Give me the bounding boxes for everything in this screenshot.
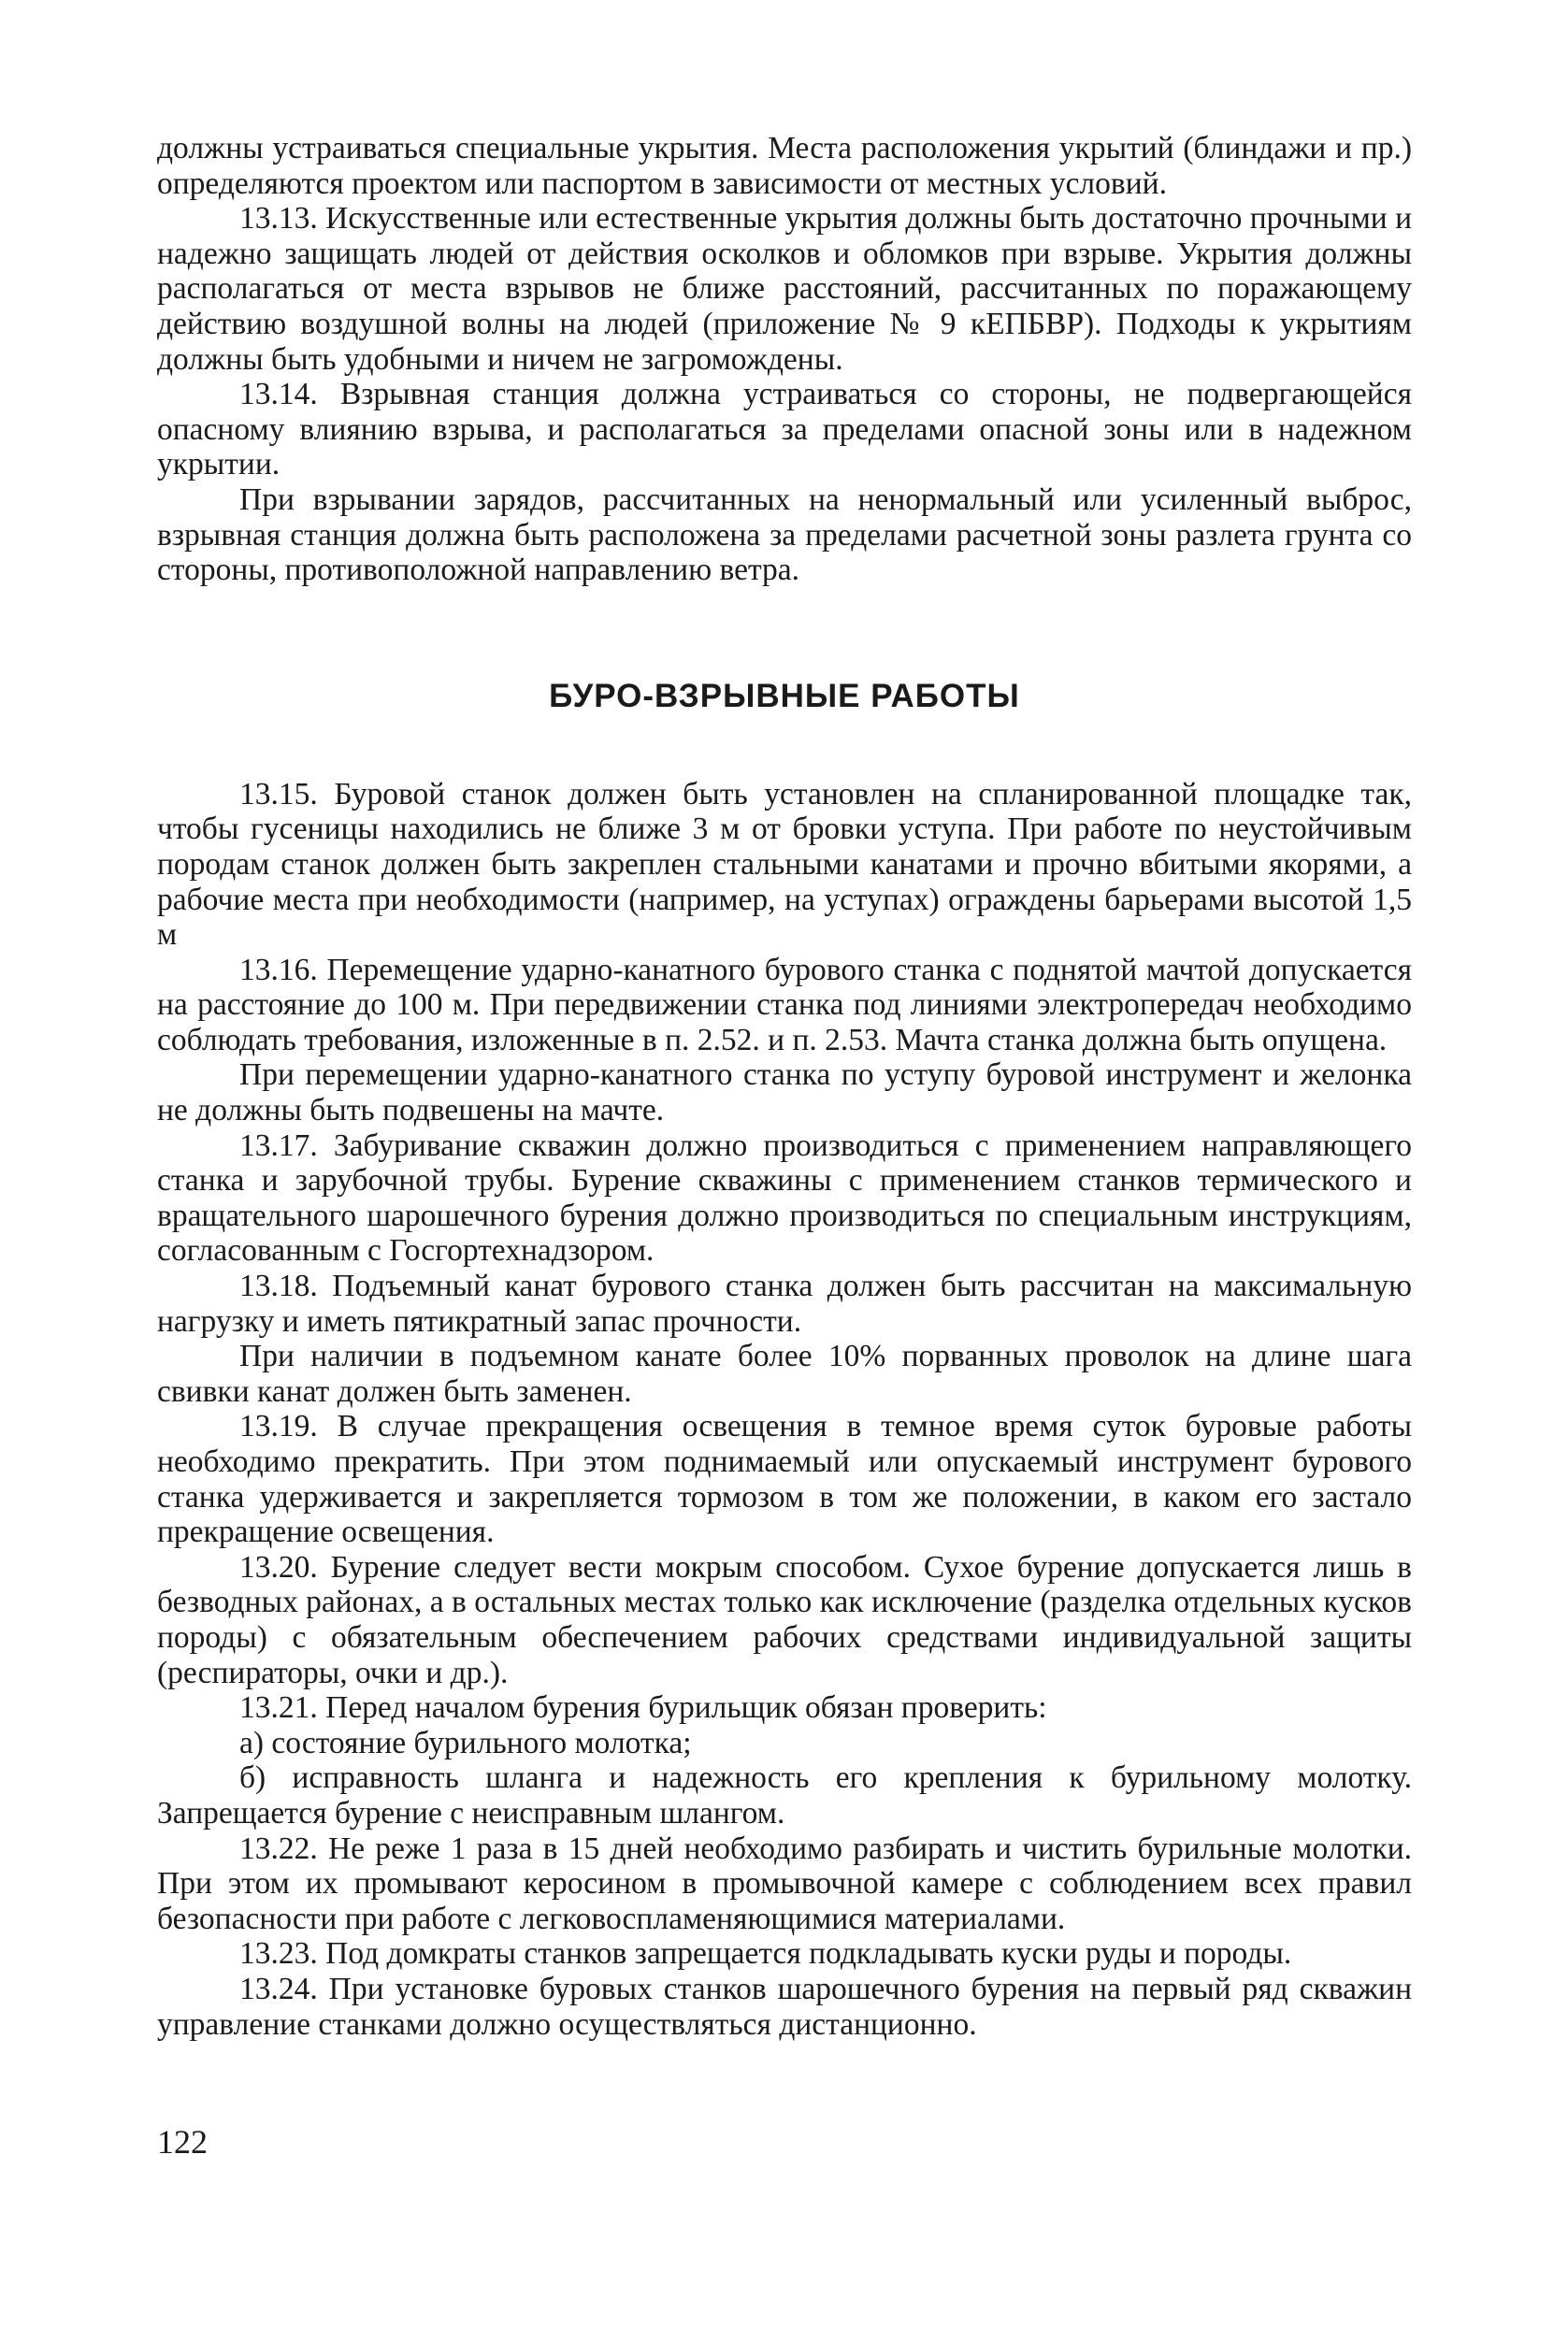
page-body	[157, 131, 1412, 2042]
paragraph-13-19: 13.19. В случае прекращения освещения в темное время суток буровые работы необходимо прекратить. При этом поднимаемый или опускаемый инструмент бурового станка удерживается и закрепляется тормозом в том же положении, в каком его застало прекращение освещения.	[157, 1409, 1412, 1550]
page-number: 122	[157, 2123, 208, 2161]
paragraph-13-13: 13.13. Искусственные или естественные укрытия должны быть достаточно прочными и надежно защищать людей от действия осколков и обломков при взрыве. Укрытия должны располагаться от места взрывов не ближе расстояний, рассчитанных по поражающему действию воздушной волны на людей (приложение № 9 кЕПБВР). Подходы к укрытиям должны быть удобными и ничем не загромождены.	[157, 201, 1412, 377]
paragraph-13-14: 13.14. Взрывная станция должна устраиваться со стороны, не подвергающейся опасному влиянию взрыва, и располагаться за пределами опасной зоны или в надежном укрытии.	[157, 377, 1412, 482]
paragraph-13-21-b: б) исправность шланга и надежность его крепления к бурильному молотку. Запрещается бурение с неисправным шлангом.	[157, 1760, 1412, 1831]
paragraph-13-18-note: При наличии в подъемном канате более 10% порванных проволок на длине шага свивки канат должен быть заменен.	[157, 1339, 1412, 1409]
paragraph-13-16-note: При перемещении ударно-канатного станка по уступу буровой инструмент и желонка не должны быть подвешены на мачте.	[157, 1057, 1412, 1128]
paragraph-13-20: 13.20. Бурение следует вести мокрым способом. Сухое бурение допускается лишь в безводных районах, а в остальных местах только как исключение (разделка отдельных кусков породы) с обязательным обеспечением рабочих средствами индивидуальной защиты (респираторы, очки и др.).	[157, 1549, 1412, 1690]
paragraph-13-18: 13.18. Подъемный канат бурового станка должен быть рассчитан на максимальную нагрузку и иметь пятикратный запас прочности.	[157, 1269, 1412, 1339]
paragraph-13-23: 13.23. Под домкраты станков запрещается подкладывать куски руды и породы.	[239, 1936, 1292, 1972]
paragraph-13-14-note: При взрывании зарядов, рассчитанных на ненормальный или усиленный выброс, взрывная станция должна быть расположена за пределами расчетной зоны разлета грунта со стороны, противоположной направлению ветра.	[157, 481, 1412, 588]
section-heading: БУРО-ВЗРЫВНЫЕ РАБОТЫ	[549, 677, 1020, 714]
paragraph-13-16: 13.16. Перемещение ударно-канатного бурового станка с поднятой мачтой допускается на расстояние до 100 м. При передвижении станка под линиями электропередач необходимо соблюдать требования, изложенные в п. 2.52. и п. 2.53. Мачта станка должна быть опущена.	[157, 952, 1412, 1057]
paragraph-13-21-a: а) состояние бурильного молотка;	[239, 1725, 692, 1760]
paragraph-13-24: 13.24. При установке буровых станков шарошечного бурения на первый ряд скважин управление станками должно осуществляться дистанционно.	[157, 1971, 1412, 2042]
paragraph-13-17: 13.17. Забуривание скважин должно производиться с применением направляющего станка и зарубочной трубы. Бурение скважины с применением станков термического и вращательного шарошечного бурения должно производиться по специальным инструкциям, согласованным с Госгортехнадзором.	[157, 1127, 1412, 1269]
paragraph-13-21: 13.21. Перед началом бурения бурильщик обязан проверить:	[239, 1690, 1047, 1726]
paragraph-13-15: 13.15. Буровой станок должен быть установлен на спланированной площадке так, чтобы гусеницы находились не ближе 3 м от бровки уступа. При работе по неустойчивым породам станок должен быть закреплен стальными канатами и прочно вбитыми якорями, а рабочие места при необходимости (например, на уступах) ограждены барьерами высотой 1,5 м	[157, 776, 1412, 953]
paragraph-continuation: должны устраиваться специальные укрытия. Места расположения укрытий (блиндажи и пр.) определяются проектом или паспортом в зависимости от местных условий.	[157, 131, 1412, 201]
paragraph-13-22: 13.22. Не реже 1 раза в 15 дней необходимо разбирать и чистить бурильные молотки. При этом их промывают керосином в промывочной камере с соблюдением всех правил безопасности при работе с легковоспламеняющимися материалами.	[157, 1831, 1412, 1936]
